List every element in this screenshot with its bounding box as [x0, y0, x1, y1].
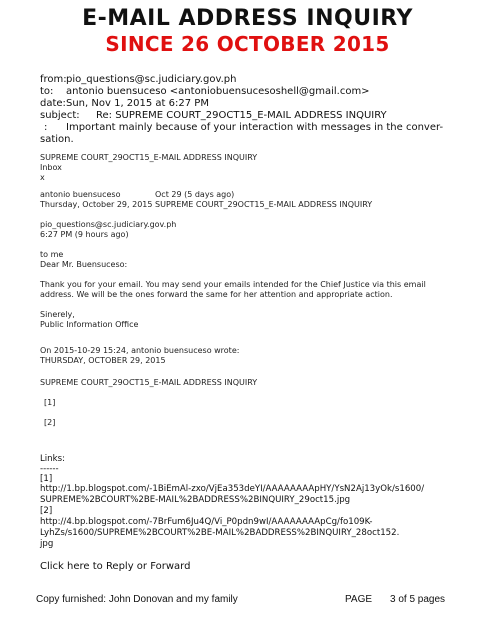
link-2-url[interactable]: http://4.bp.blogspot.com/-7BrFum6Ju4Q/Vi_P0pdn9wI/AAAAAAAApCg/fo109K-: [40, 517, 373, 527]
page-subtitle: SINCE 26 OCTOBER 2015: [105, 32, 390, 56]
recipient-line: to me: [40, 250, 64, 259]
to-label: to:: [40, 86, 54, 97]
quote-date: THURSDAY, OCTOBER 29, 2015: [40, 356, 166, 365]
link-2-url-end[interactable]: jpg: [40, 539, 54, 549]
important-label: :: [44, 122, 48, 133]
from-label: from:: [40, 74, 67, 85]
reply-time: 6:27 PM (9 hours ago): [40, 230, 129, 239]
greeting: Dear Mr. Buensuceso:: [40, 260, 128, 269]
page-title: E-MAIL ADDRESS INQUIRY: [82, 6, 413, 31]
subject-value: Re: SUPREME COURT_29OCT15_E-MAIL ADDRESS INQUIRY: [96, 110, 387, 121]
link-2-label: [2]: [40, 506, 53, 516]
page-label: PAGE: [345, 594, 373, 605]
folder-label[interactable]: Inbox: [40, 163, 62, 172]
thread-subject: SUPREME COURT_29OCT15_E-MAIL ADDRESS INQUIRY: [40, 153, 258, 162]
body-line: address. We will be the ones forward the same for her attention and appropriate action.: [40, 290, 393, 299]
quote-subject: SUPREME COURT_29OCT15_E-MAIL ADDRESS INQUIRY: [40, 378, 258, 387]
subject-label: subject:: [40, 110, 80, 121]
page-indicator: 3 of 5 pages: [390, 594, 446, 605]
link-1-url[interactable]: http://1.bp.blogspot.com/-1BiEmAl-zxo/VjEa353deYI/AAAAAAAApHY/YsN2Aj13yOk/s1600/: [40, 484, 425, 494]
sender-date-line: Thursday, October 29, 2015 SUPREME COURT_29OCT15_E-MAIL ADDRESS INQUIRY: [40, 200, 373, 209]
reply-from: pio_questions@sc.judiciary.gov.ph: [40, 220, 177, 229]
body-line: Thank you for your email. You may send your emails intended for the Chief Justice via this email: [40, 280, 426, 289]
links-heading: Links:: [40, 454, 65, 464]
sender-name: antonio buensuceso: [40, 190, 121, 199]
link-1-label: [1]: [40, 474, 53, 484]
reference-link[interactable]: [1]: [44, 398, 56, 407]
from-value: pio_questions@sc.judiciary.gov.ph: [66, 74, 237, 85]
sender-time: Oct 29 (5 days ago): [155, 190, 235, 199]
importance-note: Important mainly because of your interaction with messages in the conver-: [66, 122, 444, 133]
reply-forward-link[interactable]: Click here to Reply or Forward: [40, 561, 191, 572]
to-value: antonio buensuceso <antoniobuensucesoshell@gmail.com>: [66, 86, 370, 97]
link-2-url-cont[interactable]: LyhZs/s1600/SUPREME%2BCOURT%2BE-MAIL%2BADDRESS%2BINQUIRY_28oct152.: [40, 528, 400, 538]
quote-intro: On 2015-10-29 15:24, antonio buensuceso wrote:: [40, 346, 240, 355]
date-value: Sun, Nov 1, 2015 at 6:27 PM: [66, 98, 209, 109]
signature-line: Sinerely,: [40, 310, 75, 319]
date-label: date:: [40, 98, 66, 109]
close-icon[interactable]: x: [40, 173, 45, 182]
link-1-url-cont[interactable]: SUPREME%2BCOURT%2BE-MAIL%2BADDRESS%2BINQUIRY_29oct15.jpg: [40, 495, 351, 505]
links-divider: ------: [40, 464, 59, 474]
reference-link[interactable]: [2]: [44, 418, 56, 427]
copy-furnished: Copy furnished: John Donovan and my family: [36, 594, 238, 605]
importance-note-cont: sation.: [40, 134, 74, 145]
signature-line: Public Information Office: [40, 320, 139, 329]
